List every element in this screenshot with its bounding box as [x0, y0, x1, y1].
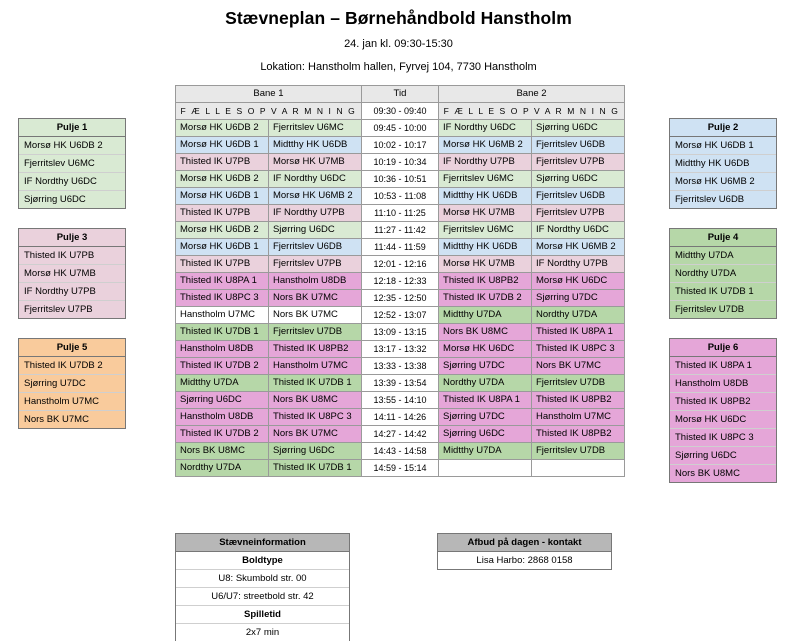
schedule-row: [176, 239, 625, 256]
schedule-row: [176, 460, 625, 477]
bane2-away-team: Fjerritslev U7PB: [532, 154, 625, 171]
bane2-away-team: Fjerritslev U7PB: [532, 205, 625, 222]
match-time: 10:36 - 10:51: [361, 171, 438, 188]
pulje-team: Fjerritslev U6MC: [19, 155, 125, 173]
match-time: 14:27 - 14:42: [361, 426, 438, 443]
schedule-row: [176, 273, 625, 290]
match-time: 11:27 - 11:42: [361, 222, 438, 239]
schedule-row: [176, 290, 625, 307]
pulje-team: Sjørring U6DC: [24, 194, 86, 205]
event-location: Lokation: Hanstholm hallen, Fyrvej 104, 7730 Hanstholm: [260, 61, 537, 73]
bane2-home-team: Nors BK U8MC: [439, 324, 532, 341]
bane1-away-team: Thisted IK U8PB2: [268, 341, 361, 358]
bane2-home-team: Sjørring U6DC: [439, 426, 532, 443]
contact-box: [437, 533, 612, 570]
pulje-team: Morsø HK U6DB 1: [670, 137, 776, 155]
bane1-home-team: Hanstholm U8DB: [176, 341, 269, 358]
bane1-away-team: Thisted IK U8PC 3: [268, 409, 361, 426]
bane1-away-team: IF Nordthy U7PB: [268, 205, 361, 222]
bane1-home-team: Thisted IK U7DB 2: [176, 426, 269, 443]
schedule-row: [176, 154, 625, 171]
bane2-home-team: Fjerritslev U6MC: [439, 222, 532, 239]
bane1-away-team: Fjerritslev U6MC: [268, 120, 361, 137]
ball-type-label: Boldtype: [176, 552, 349, 570]
bane1-home-team: Thisted IK U7PB: [176, 205, 269, 222]
event-info-title: Stævneinformation: [176, 534, 349, 552]
pulje-team: Thisted IK U8PC 3: [670, 429, 776, 447]
pulje-team: Hanstholm U8DB: [670, 375, 776, 393]
schedule-row: [176, 375, 625, 392]
warmup-time: 09:30 - 09:40: [361, 103, 438, 120]
schedule-row: [176, 171, 625, 188]
ball-type-u8: U8: Skumbold str. 00: [176, 570, 349, 588]
schedule-row: [176, 443, 625, 460]
schedule-row: [176, 392, 625, 409]
schedule-row: [176, 137, 625, 154]
warmup-row: [176, 103, 625, 120]
bane2-home-team: Morsø HK U6MB 2: [439, 137, 532, 154]
match-time: 13:09 - 13:15: [361, 324, 438, 341]
schedule-header-row: [176, 86, 625, 103]
bane1-home-team: Thisted IK U7DB 1: [176, 324, 269, 341]
match-time: 12:52 - 13:07: [361, 307, 438, 324]
match-time: 12:01 - 12:16: [361, 256, 438, 273]
bane2-away-team: Thisted IK U8PB2: [532, 426, 625, 443]
pulje-box-3: [18, 228, 126, 319]
bane1-home-team: Morsø HK U6DB 2: [176, 171, 269, 188]
pulje-team: Thisted IK U8PB2: [670, 393, 776, 411]
pulje-team: Morsø HK U6DC: [670, 411, 776, 429]
contact-title: Afbud på dagen - kontakt: [438, 534, 611, 552]
bane1-home-team: Morsø HK U6DB 1: [176, 137, 269, 154]
bane2-away-team: Hanstholm U7MC: [532, 409, 625, 426]
bane2-away-team: Nors BK U7MC: [532, 358, 625, 375]
pulje-title: Pulje 1: [19, 119, 125, 137]
bane2-away-team: Fjerritslev U7DB: [532, 375, 625, 392]
bane2-away-team: Fjerritslev U6DB: [532, 188, 625, 205]
event-info-box: [175, 533, 350, 641]
bane1-home-team: Thisted IK U7PB: [176, 154, 269, 171]
bane2-away-team: Thisted IK U8PA 1: [532, 324, 625, 341]
bane2-home-team: Thisted IK U7DB 2: [439, 290, 532, 307]
pulje-team: Nors BK U7MC: [24, 414, 89, 425]
bane2-home-team: IF Nordthy U6DC: [439, 120, 532, 137]
bane1-away-team: Nors BK U8MC: [268, 392, 361, 409]
bane2-away-team: Sjørring U6DC: [532, 171, 625, 188]
bane2-home-team: Sjørring U7DC: [439, 409, 532, 426]
pulje-title: Pulje 3: [19, 229, 125, 247]
pulje-team: Thisted IK U7DB 2: [19, 357, 125, 375]
pulje-team: Morsø HK U6MB 2: [670, 173, 776, 191]
match-time: 09:45 - 10:00: [361, 120, 438, 137]
bane1-away-team: Hanstholm U8DB: [268, 273, 361, 290]
match-time: 12:18 - 12:33: [361, 273, 438, 290]
event-datetime: 24. jan kl. 09:30-15:30: [344, 38, 453, 50]
pulje-box-6: [669, 338, 777, 483]
bane2-home-team: IF Nordthy U7PB: [439, 154, 532, 171]
match-time: 14:11 - 14:26: [361, 409, 438, 426]
bane1-away-team: IF Nordthy U6DC: [268, 171, 361, 188]
ball-type-u6u7: U6/U7: streetbold str. 42: [176, 588, 349, 606]
pulje-team: Fjerritslev U6DB: [675, 194, 745, 205]
bane2-home-team: Thisted IK U8PB2: [439, 273, 532, 290]
bane1-home-team: Sjørring U6DC: [176, 392, 269, 409]
bane1-home-team: Nors BK U8MC: [176, 443, 269, 460]
match-time: 10:02 - 10:17: [361, 137, 438, 154]
bane1-away-team: Midtthy HK U6DB: [268, 137, 361, 154]
match-time: 13:33 - 13:38: [361, 358, 438, 375]
match-time: 13:55 - 14:10: [361, 392, 438, 409]
pulje-team: Fjerritslev U7PB: [24, 304, 93, 315]
bane1-away-team: Fjerritslev U7DB: [268, 324, 361, 341]
bane2-home-team: Thisted IK U8PA 1: [439, 392, 532, 409]
bane1-away-team: Morsø HK U6MB 2: [268, 188, 361, 205]
schedule-row: [176, 256, 625, 273]
bane2-home-team: [439, 460, 532, 477]
playtime-label: Spilletid: [176, 606, 349, 624]
bane1-home-team: Nordthy U7DA: [176, 460, 269, 477]
schedule-row: [176, 222, 625, 239]
pulje-team: Sjørring U7DC: [19, 375, 125, 393]
bane1-away-team: Fjerritslev U7PB: [268, 256, 361, 273]
bane2-away-team: Nordthy U7DA: [532, 307, 625, 324]
schedule-row: [176, 188, 625, 205]
pulje-team: Thisted IK U8PA 1: [670, 357, 776, 375]
bane2-home-team: Midtthy U7DA: [439, 307, 532, 324]
pulje-title: Pulje 2: [670, 119, 776, 137]
bane1-away-team: Nors BK U7MC: [268, 307, 361, 324]
schedule-row: [176, 324, 625, 341]
bane2-home-team: Sjørring U7DC: [439, 358, 532, 375]
bane2-away-team: IF Nordthy U6DC: [532, 222, 625, 239]
match-time: 12:35 - 12:50: [361, 290, 438, 307]
pulje-team: Thisted IK U7DB 1: [670, 283, 776, 301]
bane2-home-team: Morsø HK U6DC: [439, 341, 532, 358]
page-title: Stævneplan – Børnehåndbold Hanstholm: [225, 8, 572, 28]
schedule-row: [176, 358, 625, 375]
bane2-home-team: Fjerritslev U6MC: [439, 171, 532, 188]
bane2-away-team: IF Nordthy U7PB: [532, 256, 625, 273]
bane1-away-team: Sjørring U6DC: [268, 222, 361, 239]
bane2-away-team: Sjørring U7DC: [532, 290, 625, 307]
warmup-bane2: F Æ L L E S O P V A R M N I N G: [439, 103, 625, 120]
pulje-team: Midtthy HK U6DB: [670, 155, 776, 173]
bane1-home-team: Midtthy U7DA: [176, 375, 269, 392]
bane2-home-team: Midtthy U7DA: [439, 443, 532, 460]
match-time: 11:10 - 11:25: [361, 205, 438, 222]
bane1-home-team: Morsø HK U6DB 1: [176, 239, 269, 256]
bane1-away-team: Thisted IK U7DB 1: [268, 375, 361, 392]
bane1-away-team: Nors BK U7MC: [268, 426, 361, 443]
match-time: 13:39 - 13:54: [361, 375, 438, 392]
match-time: 13:17 - 13:32: [361, 341, 438, 358]
bane2-home-team: Morsø HK U7MB: [439, 205, 532, 222]
bane1-home-team: Thisted IK U7DB 2: [176, 358, 269, 375]
column-header-bane2: Bane 2: [439, 86, 625, 103]
bane2-away-team: [532, 460, 625, 477]
bane2-home-team: Nordthy U7DA: [439, 375, 532, 392]
bane1-home-team: Hanstholm U7MC: [176, 307, 269, 324]
bane2-home-team: Morsø HK U7MB: [439, 256, 532, 273]
pulje-team: Morsø HK U7MB: [19, 265, 125, 283]
bane1-home-team: Thisted IK U7PB: [176, 256, 269, 273]
match-time: 10:19 - 10:34: [361, 154, 438, 171]
pulje-team: Fjerritslev U7DB: [675, 304, 745, 315]
match-time: 10:53 - 11:08: [361, 188, 438, 205]
pulje-title: Pulje 6: [670, 339, 776, 357]
bane2-away-team: Morsø HK U6MB 2: [532, 239, 625, 256]
schedule-row: [176, 205, 625, 222]
bane2-away-team: Sjørring U6DC: [532, 120, 625, 137]
pulje-team: IF Nordthy U6DC: [19, 173, 125, 191]
bane2-away-team: Morsø HK U6DC: [532, 273, 625, 290]
pulje-team: Morsø HK U6DB 2: [19, 137, 125, 155]
match-time: 14:59 - 15:14: [361, 460, 438, 477]
bane1-away-team: Hanstholm U7MC: [268, 358, 361, 375]
schedule-row: [176, 341, 625, 358]
column-header-tid: Tid: [361, 86, 438, 103]
pulje-team: Midtthy U7DA: [670, 247, 776, 265]
bane1-away-team: Sjørring U6DC: [268, 443, 361, 460]
schedule-row: [176, 409, 625, 426]
bane2-away-team: Fjerritslev U7DB: [532, 443, 625, 460]
pulje-team: IF Nordthy U7PB: [19, 283, 125, 301]
schedule-row: [176, 426, 625, 443]
bane2-away-team: Thisted IK U8PB2: [532, 392, 625, 409]
pulje-team: Thisted IK U7PB: [19, 247, 125, 265]
schedule-row: [176, 120, 625, 137]
pulje-team: Nordthy U7DA: [670, 265, 776, 283]
pulje-box-2: [669, 118, 777, 209]
pulje-team: Hanstholm U7MC: [19, 393, 125, 411]
schedule-table: [175, 85, 625, 477]
pulje-box-5: [18, 338, 126, 429]
bane2-away-team: Fjerritslev U6DB: [532, 137, 625, 154]
bane1-home-team: Morsø HK U6DB 1: [176, 188, 269, 205]
bane1-home-team: Morsø HK U6DB 2: [176, 120, 269, 137]
bane1-home-team: Hanstholm U8DB: [176, 409, 269, 426]
match-time: 14:43 - 14:58: [361, 443, 438, 460]
bane1-away-team: Fjerritslev U6DB: [268, 239, 361, 256]
bane1-home-team: Morsø HK U6DB 2: [176, 222, 269, 239]
column-header-bane1: Bane 1: [176, 86, 362, 103]
schedule-row: [176, 307, 625, 324]
bane1-home-team: Thisted IK U8PA 1: [176, 273, 269, 290]
schedule-body: [176, 103, 625, 477]
pulje-team: Nors BK U8MC: [675, 468, 740, 479]
contact-person: Lisa Harbo: 2868 0158: [476, 555, 573, 566]
bane2-away-team: Thisted IK U8PC 3: [532, 341, 625, 358]
warmup-bane1: F Æ L L E S O P V A R M N I N G: [176, 103, 362, 120]
bane1-away-team: Morsø HK U7MB: [268, 154, 361, 171]
match-time: 11:44 - 11:59: [361, 239, 438, 256]
bane1-home-team: Thisted IK U8PC 3: [176, 290, 269, 307]
pulje-title: Pulje 5: [19, 339, 125, 357]
pulje-box-4: [669, 228, 777, 319]
bane1-away-team: Thisted IK U7DB 1: [268, 460, 361, 477]
bane2-home-team: Midtthy HK U6DB: [439, 188, 532, 205]
pulje-team: Sjørring U6DC: [670, 447, 776, 465]
bane2-home-team: Midtthy HK U6DB: [439, 239, 532, 256]
playtime-value: 2x7 min: [245, 627, 280, 638]
pulje-box-1: [18, 118, 126, 209]
pulje-title: Pulje 4: [670, 229, 776, 247]
bane1-away-team: Nors BK U7MC: [268, 290, 361, 307]
